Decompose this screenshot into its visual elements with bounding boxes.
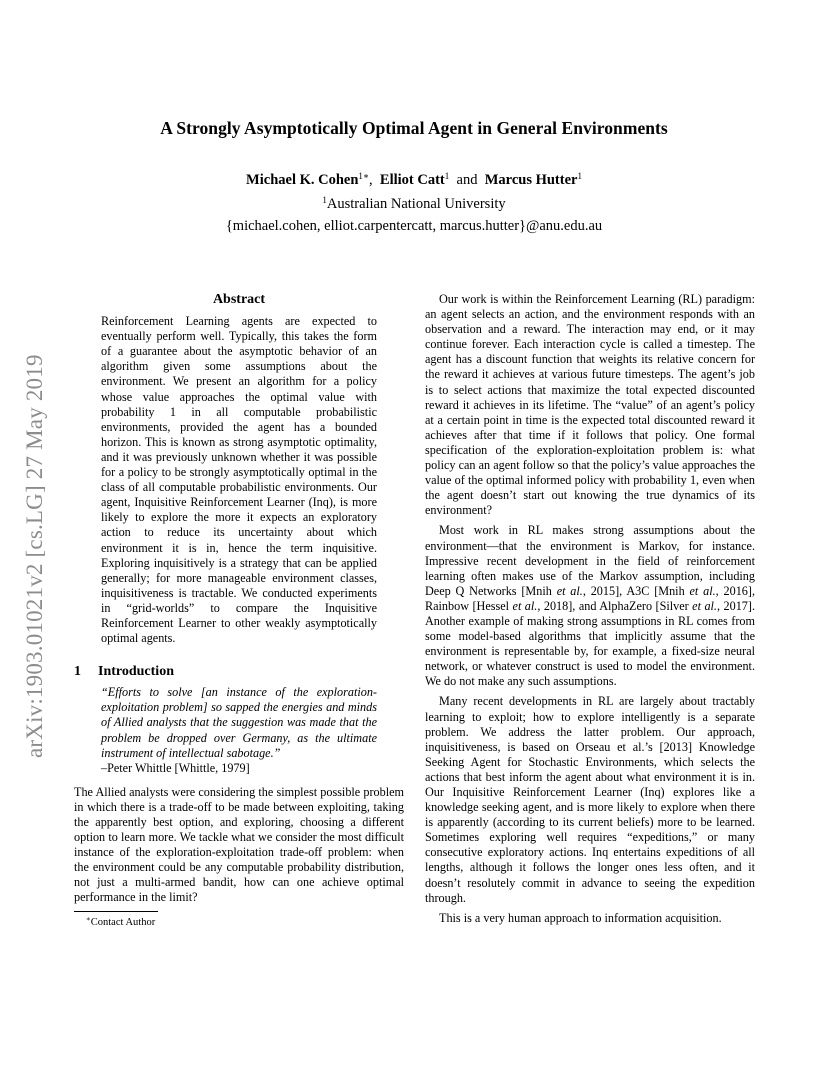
affiliation-name: Australian National University (326, 196, 506, 212)
section-heading (74, 664, 404, 679)
paragraph-text: Most work in RL makes strong assumptions about the environment—that the environment is Markov, for instance. Impressive recent development in the field of reinforcement learning often makes use of the Markov assumption, including Deep Q Networks [Mnih (425, 523, 755, 598)
footnote-mark: ∗ (86, 914, 91, 923)
body-paragraph: Many recent developments in RL are largely about tractably learning to exploit; how to explore intelligently is a separate problem. We address the latter problem. Our approach, inquisitiveness, is based on Orseau et al.’s [2013] Knowledge Seeking Agent for Stochastic Environments, which selects the actions that best inform the agent about what environment it is in. Our Inquisitive Reinforcement Learner (Inq) explores like a knowledge seeking agent, and is more likely to explore when there is apparently (according to its current beliefs) more to be learned. Sometimes exploring well requires “expeditions,” or many consecutive exploratory actions. Inq entertains expeditions of all lengths, although it follows the longer ones less often, and it doesn’t resolutely commit in advance to seeing the expedition through. (425, 694, 755, 905)
affiliation (0, 196, 828, 213)
paragraph-text: , 2018], and AlphaZero [Silver (537, 598, 693, 613)
paragraph-text: , 2015], A3C [Mnih (582, 583, 690, 598)
footnote (74, 915, 404, 930)
section-number: 1 (74, 664, 81, 680)
body-paragraph (425, 523, 755, 689)
arxiv-stamp: arXiv:1903.01021v2 [cs.LG] 27 May 2019 (22, 354, 47, 758)
citation-etal: et al. (689, 583, 716, 598)
affiliation-mark: 1 (322, 195, 327, 205)
intro-paragraph: The Allied analysts were considering the simplest possible problem in which there is a trade-off to be made between exploiting, taking the apparently best option, and exploring, choosing a different option to learn more. We tackle what we consider the most difficult instance of the exploration-exploitation trade-off problem: when the environment could be any computable probability distribution, not just a multi-armed bandit, how can one achieve optimal performance in the limit? (74, 784, 404, 905)
section-title: Introduction (98, 664, 174, 680)
body-paragraph: Our work is within the Reinforcement Learning (RL) paradigm: an agent selects an action, and the environment responds with an observation and a reward. The interaction may end, or it may continue forever. Each interaction cycle is called a timestep. The agent has a discount function that weights its relative concern for the reward it achieves at various future timesteps. The agent’s job is to select actions that maximize the total expected discounted reward it achieves in its lifetime. The “value” of an agent’s policy at a certain point in time is the expected total discounted reward it achieves after that time if it follows that policy. One formal specification of the exploration-exploitation problem is: what policy can an agent follow so that the policy’s value approaches the value of the optimal informed policy with probability 1, even when the agent doesn’t start out knowing the true dynamics of its environment? (425, 292, 755, 518)
epigraph-author: –Peter Whittle [Whittle, 1979] (101, 760, 250, 775)
epigraph-quote: “Efforts to solve [an instance of the exploration-exploitation problem] so sapped the energies and minds of Allied analysts that the suggestion was made that the problem be dropped over Germany, as the ultimate instrument of intellectual sabotage.” (101, 685, 377, 760)
footnote-rule (74, 911, 158, 912)
body-paragraph: This is a very human approach to information acquisition. (439, 910, 722, 925)
left-column (74, 292, 404, 930)
abstract-text: Reinforcement Learning agents are expected to eventually perform well. Typically, this takes the form of a guarantee about the asymptotic behavior of an algorithm given some assumptions about the environment. We present an algorithm for a policy whose value approaches the optimal value with probability 1 in all computable probabilistic environments, provided the agent has a bounded horizon. This is known as strong asymptotic optimality, and it was previously unknown whether it was possible for a policy to be strongly asymptotically optimal in the class of all computable probabilistic environments. Our agent, Inquisitive Reinforcement Learner (Inq), is more likely to explore the more it expects an exploratory action to reduce its uncertainty about which environment it is in, hence the term inquisitive. Exploring inquisitively is a strategy that can be applied generally; for more manageable environment classes, inquisitiveness is tractable. We conducted experiments in “grid-worlds” to compare the Inquisitive Reinforcement Learner to other weakly asymptotically optimal agents. (101, 314, 377, 646)
citation-etal: et al. (692, 598, 717, 613)
author-mark: 1∗ (358, 171, 370, 181)
citation-etal: et al. (556, 583, 583, 598)
author-name: Michael K. Cohen (246, 172, 359, 188)
paper-title: A Strongly Asymptotically Optimal Agent in General Environments (160, 118, 668, 138)
author-emails: {michael.cohen, elliot.carpentercatt, marcus.hutter}@anu.edu.au (225, 218, 603, 234)
citation-etal: et al. (512, 598, 538, 613)
author-name: Elliot Catt (379, 172, 445, 188)
author-line (0, 172, 828, 189)
paragraph-text: , 2016], Rainbow [Hessel (425, 583, 756, 613)
footnote-text: Contact Author (90, 916, 156, 928)
author-separator: , (369, 172, 373, 188)
abstract-heading: Abstract (212, 292, 266, 307)
right-column (425, 292, 755, 926)
paragraph-text: , 2017]. Another example of making strong assumptions in RL comes from some model-based algorithms that implicitly assume that the environment is representable by, for example, a fixed-size neural network, or whatever construct is used to model the environment. We do not make any such assumptions. (425, 598, 755, 689)
author-mark: 1 (444, 171, 450, 181)
author-mark: 1 (577, 171, 582, 181)
author-and: and (456, 172, 478, 188)
author-name: Marcus Hutter (484, 172, 578, 188)
